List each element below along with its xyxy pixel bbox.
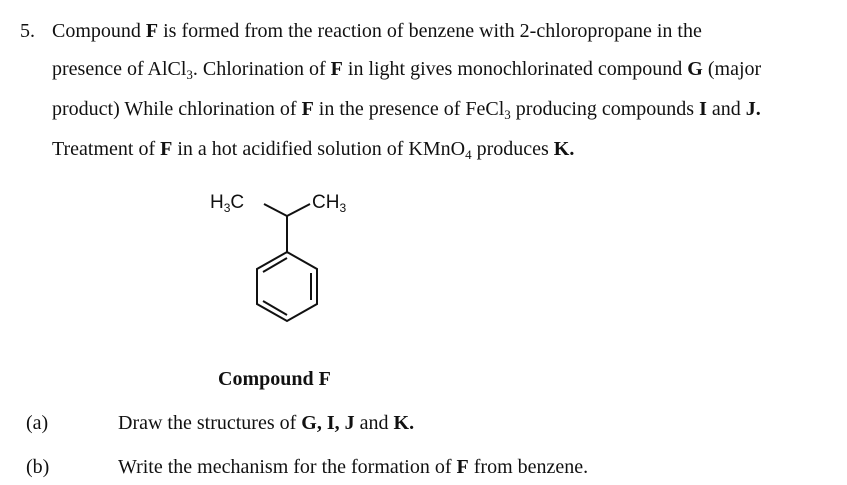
ring-double-bond-1 bbox=[263, 258, 287, 272]
text-segment: F bbox=[456, 456, 469, 478]
text-segment: (major bbox=[702, 58, 762, 80]
left-methyl-label: $H_3C$ bbox=[210, 192, 245, 215]
text-segment: producing compounds bbox=[510, 98, 700, 120]
text-segment: K. bbox=[393, 412, 415, 434]
text-segment: Write the mechanism for the formation of bbox=[118, 456, 457, 478]
part-a-letter: (a) bbox=[26, 412, 49, 434]
text-segment: F bbox=[301, 98, 314, 120]
text-segment: is formed from the reaction of benzene with 2-chloropropane in the bbox=[158, 20, 702, 42]
structure-caption: Compound F bbox=[218, 368, 331, 390]
question-line bbox=[52, 130, 842, 170]
text-segment: G, I, J bbox=[301, 412, 355, 434]
benzene-ring bbox=[257, 252, 317, 321]
text-segment: F bbox=[330, 58, 343, 80]
text-segment: I bbox=[699, 98, 707, 120]
text-segment: from benzene. bbox=[468, 456, 589, 478]
isopropylbenzene-skeleton bbox=[190, 178, 390, 348]
part-b-letter: (b) bbox=[26, 456, 50, 478]
text-segment: in a hot acidified solution of KMnO bbox=[172, 138, 466, 160]
right-methyl-bond bbox=[287, 204, 310, 216]
text-segment: . bbox=[569, 138, 575, 160]
question-number: 5. bbox=[20, 20, 35, 42]
text-segment: . bbox=[755, 98, 761, 120]
text-segment: in the presence of FeCl bbox=[313, 98, 505, 120]
text-segment: G bbox=[687, 58, 703, 80]
question-line bbox=[52, 12, 842, 50]
text-segment: Draw the structures of bbox=[118, 412, 302, 434]
ring-double-bond-3 bbox=[263, 301, 287, 315]
text-segment: K bbox=[553, 138, 570, 160]
text-segment: 4 bbox=[465, 147, 472, 162]
text-segment: and bbox=[706, 98, 746, 120]
question-line bbox=[52, 50, 842, 90]
text-segment: Compound bbox=[52, 20, 146, 42]
text-segment: F bbox=[160, 138, 173, 160]
compound-f-structure bbox=[190, 178, 390, 348]
text-segment: 3 bbox=[504, 107, 511, 122]
left-methyl-bond bbox=[264, 204, 287, 216]
text-segment: F bbox=[145, 20, 159, 42]
part-a-text bbox=[118, 408, 414, 438]
question-stem bbox=[52, 12, 842, 170]
text-segment: 3 bbox=[186, 67, 193, 82]
text-segment: presence of AlCl bbox=[52, 58, 187, 80]
text-segment: produces bbox=[471, 138, 554, 160]
part-b-text bbox=[118, 452, 588, 482]
text-segment: Treatment of bbox=[52, 138, 161, 160]
text-segment: product) While chlorination of bbox=[52, 98, 302, 120]
right-methyl-label: $CH_3$ bbox=[312, 192, 347, 215]
text-segment: in light gives monochlorinated compound bbox=[342, 58, 688, 80]
text-segment: J bbox=[745, 98, 756, 120]
text-segment: and bbox=[354, 412, 394, 434]
text-segment: . Chlorination of bbox=[192, 58, 331, 80]
question-line bbox=[52, 90, 842, 130]
